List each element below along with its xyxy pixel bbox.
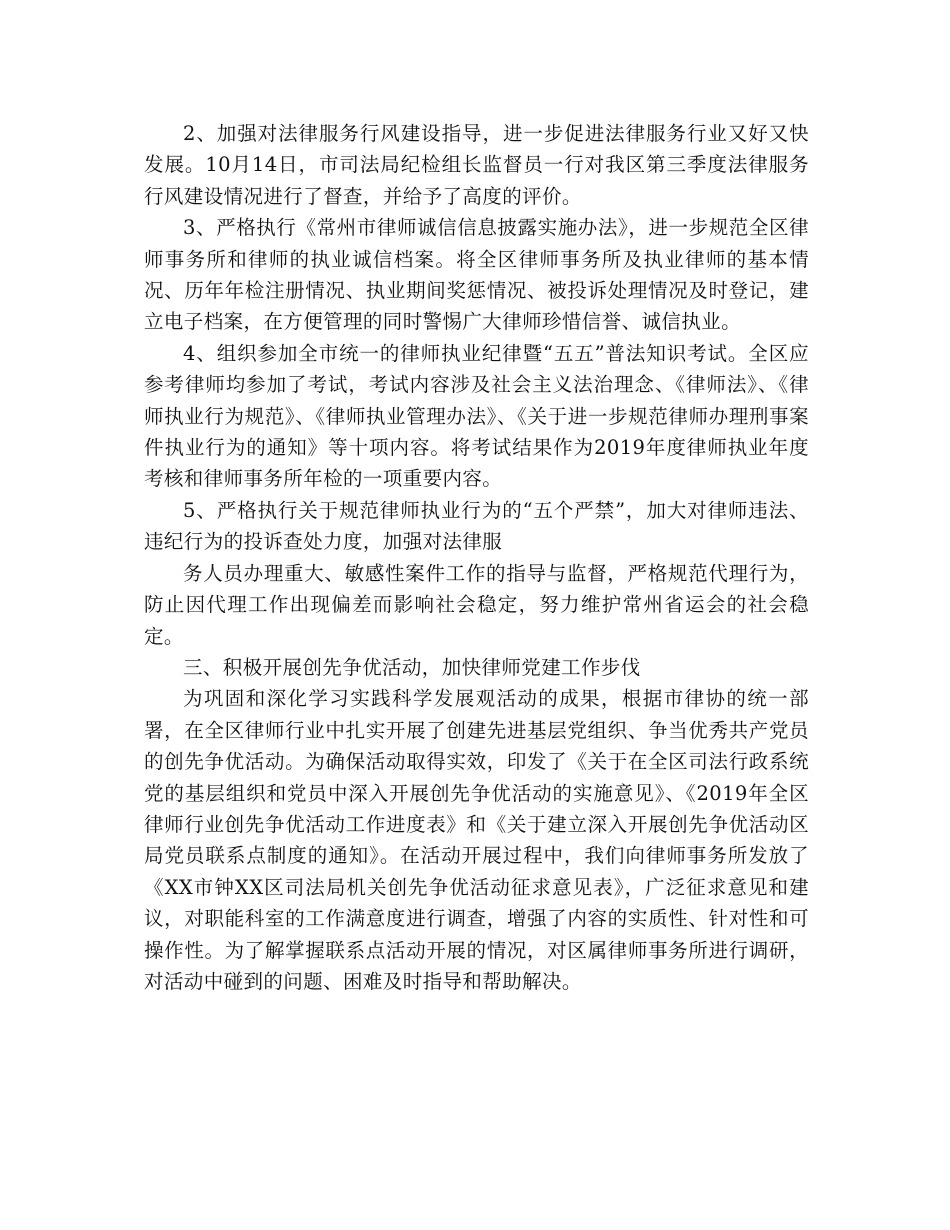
paragraph-case-supervision: 务人员办理重大、敏感性案件工作的指导与监督，严格规范代理行为，防止因代理工作出现偏差而影响社会稳定，努力维护常州省运会的社会稳定。 bbox=[144, 561, 809, 648]
paragraph-integrity: 3、严格执行《常州市律师诚信信息披露实施办法》，进一步规范全区律师事务所和律师的执业诚信档案。将全区律师事务所及执业律师的基本情况、历年年检注册情况、执业期间奖惩情况、被投诉处理情况及时登记，建立电子档案，在方便管理的同时警惕广大律师珍惜信誉、诚信执业。 bbox=[144, 216, 809, 334]
paragraph-guidance: 2、加强对法律服务行风建设指导，进一步促进法律服务行业又好又快发展。10月14日，市司法局纪检组长监督员一行对我区第三季度法律服务行风建设情况进行了督查，并给予了高度的评价。 bbox=[144, 122, 809, 208]
paragraph-party-building: 为巩固和深化学习实践科学发展观活动的成果，根据市律协的统一部署，在全区律师行业中扎实开展了创建先进基层党组织、争当优秀共产党员的创先争优活动。为确保活动取得实效，印发了《关于在全区司法行政系统党的基层组织和党员中深入开展创先争优活动的实施意见》、《2019年全区律师行业创先争优活动工作进度表》和《关于建立深入开展创先争优活动区局党员联系点制度的通知》。在活动开展过程中，我们向律师事务所发放了《XX市钟XX区司法局机关创先争优活动征求意见表》，广泛征求意见和建议，对职能科室的工作满意度进行调查，增强了内容的实质性、针对性和可操作性。为了解掌握联系点活动开展的情况，对区属律师事务所进行调研，对活动中碰到的问题、困难及时指导和帮助解决。 bbox=[144, 687, 809, 993]
paragraph-exam: 4、组织参加全市统一的律师执业纪律暨“五五”普法知识考试。全区应参考律师均参加了考试，考试内容涉及社会主义法治理念、《律师法》、《律师执业行为规范》、《律师执业管理办法》、《关于进一步规范律师办理刑事案件执业行为的通知》等十项内容。将考试结果作为2019年度律师执业年度考核和律师事务所年检的一项重要内容。 bbox=[144, 341, 809, 491]
document-page bbox=[144, 118, 809, 997]
paragraph-five-prohibitions: 5、严格执行关于规范律师执业行为的“五个严禁”，加大对律师违法、违纪行为的投诉查处力度，加强对法律服 bbox=[144, 498, 809, 554]
section-heading: 三、积极开展创先争优活动，加快律师党建工作步伐 bbox=[183, 655, 641, 679]
